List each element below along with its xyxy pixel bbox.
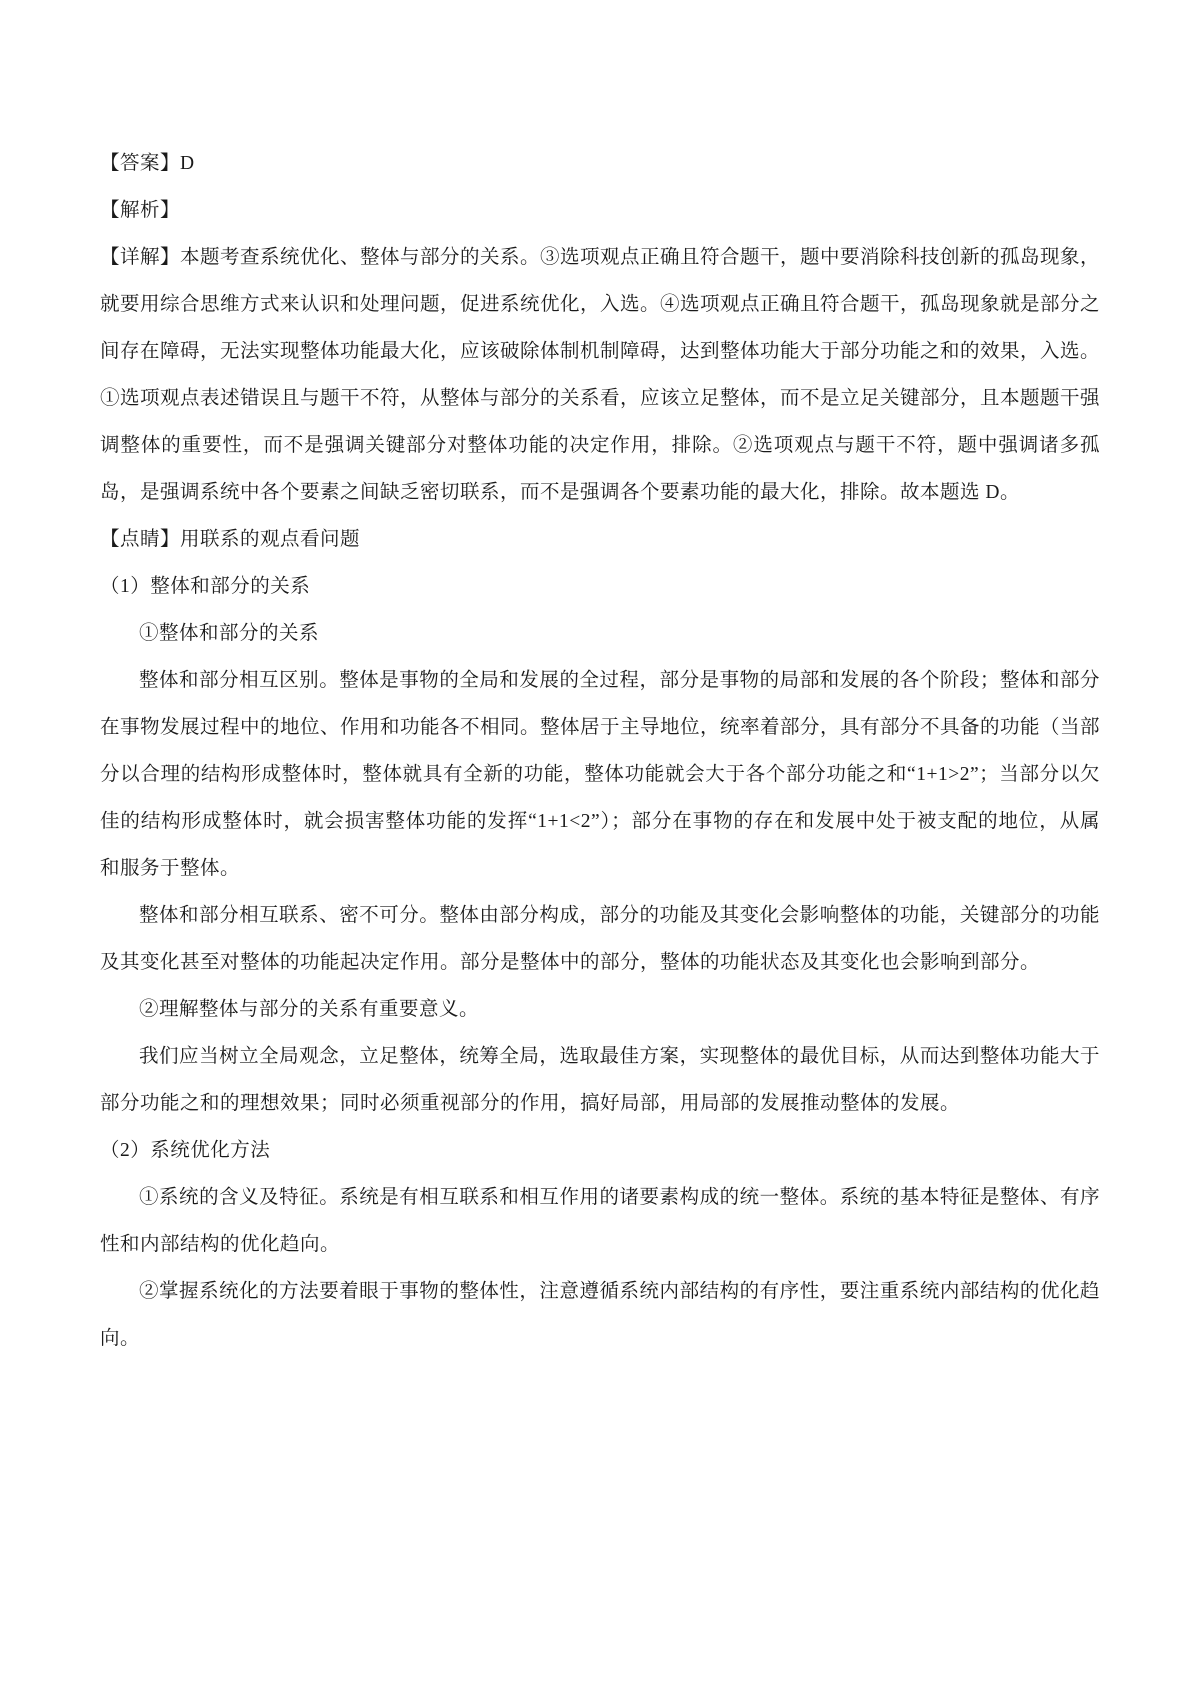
- document-body: [100, 140, 1100, 1362]
- paragraph: 【点睛】用联系的观点看问题: [100, 529, 361, 550]
- paragraph: 整体和部分相互联系、密不可分。整体由部分构成，部分的功能及其变化会影响整体的功能，关键部分的功能及其变化甚至对整体的功能起决定作用。部分是整体中的部分，整体的功能状态及其变化也会影响到部分。: [100, 905, 1100, 973]
- paragraph: ①系统的含义及特征。系统是有相互联系和相互作用的诸要素构成的统一整体。系统的基本特征是整体、有序性和内部结构的优化趋向。: [100, 1187, 1100, 1255]
- paragraph: 【答案】D: [100, 153, 195, 174]
- paragraph: （1）整体和部分的关系: [100, 576, 311, 597]
- paragraph: ②理解整体与部分的关系有重要意义。: [139, 999, 480, 1020]
- paragraph: 整体和部分相互区别。整体是事物的全局和发展的全过程，部分是事物的局部和发展的各个阶段；整体和部分在事物发展过程中的地位、作用和功能各不相同。整体居于主导地位，统率着部分，具有部分不具备的功能（当部分以合理的结构形成整体时，整体就具有全新的功能，整体功能就会大于各个部分功能之和“1+1>2”；当部分以欠佳的结构形成整体时，就会损害整体功能的发挥“1+1<2”）；部分在事物的存在和发展中处于被支配的地位，从属和服务于整体。: [100, 670, 1101, 879]
- paragraph: 【解析】: [100, 200, 181, 221]
- paragraph: 【详解】本题考查系统优化、整体与部分的关系。③选项观点正确且符合题干，题中要消除科技创新的孤岛现象，就要用综合思维方式来认识和处理问题，促进系统优化，入选。④选项观点正确且符合题干，孤岛现象就是部分之间存在障碍，无法实现整体功能最大化，应该破除体制机制障碍，达到整体功能大于部分功能之和的效果，入选。①选项观点表述错误且与题干不符，从整体与部分的关系看，应该立足整体，而不是立足关键部分，且本题题干强调整体的重要性，而不是强调关键部分对整体功能的决定作用，排除。②选项观点与题干不符，题中强调诸多孤岛，是强调系统中各个要素之间缺乏密切联系，而不是强调各个要素功能的最大化，排除。故本题选 D。: [100, 247, 1101, 503]
- paragraph: （2）系统优化方法: [100, 1140, 271, 1161]
- paragraph: ②掌握系统化的方法要着眼于事物的整体性，注意遵循系统内部结构的有序性，要注重系统内部结构的优化趋向。: [100, 1281, 1100, 1349]
- paragraph: 我们应当树立全局观念，立足整体，统筹全局，选取最佳方案，实现整体的最优目标，从而达到整体功能大于部分功能之和的理想效果；同时必须重视部分的作用，搞好局部，用局部的发展推动整体的发展。: [100, 1046, 1100, 1114]
- paragraph: ①整体和部分的关系: [139, 623, 320, 644]
